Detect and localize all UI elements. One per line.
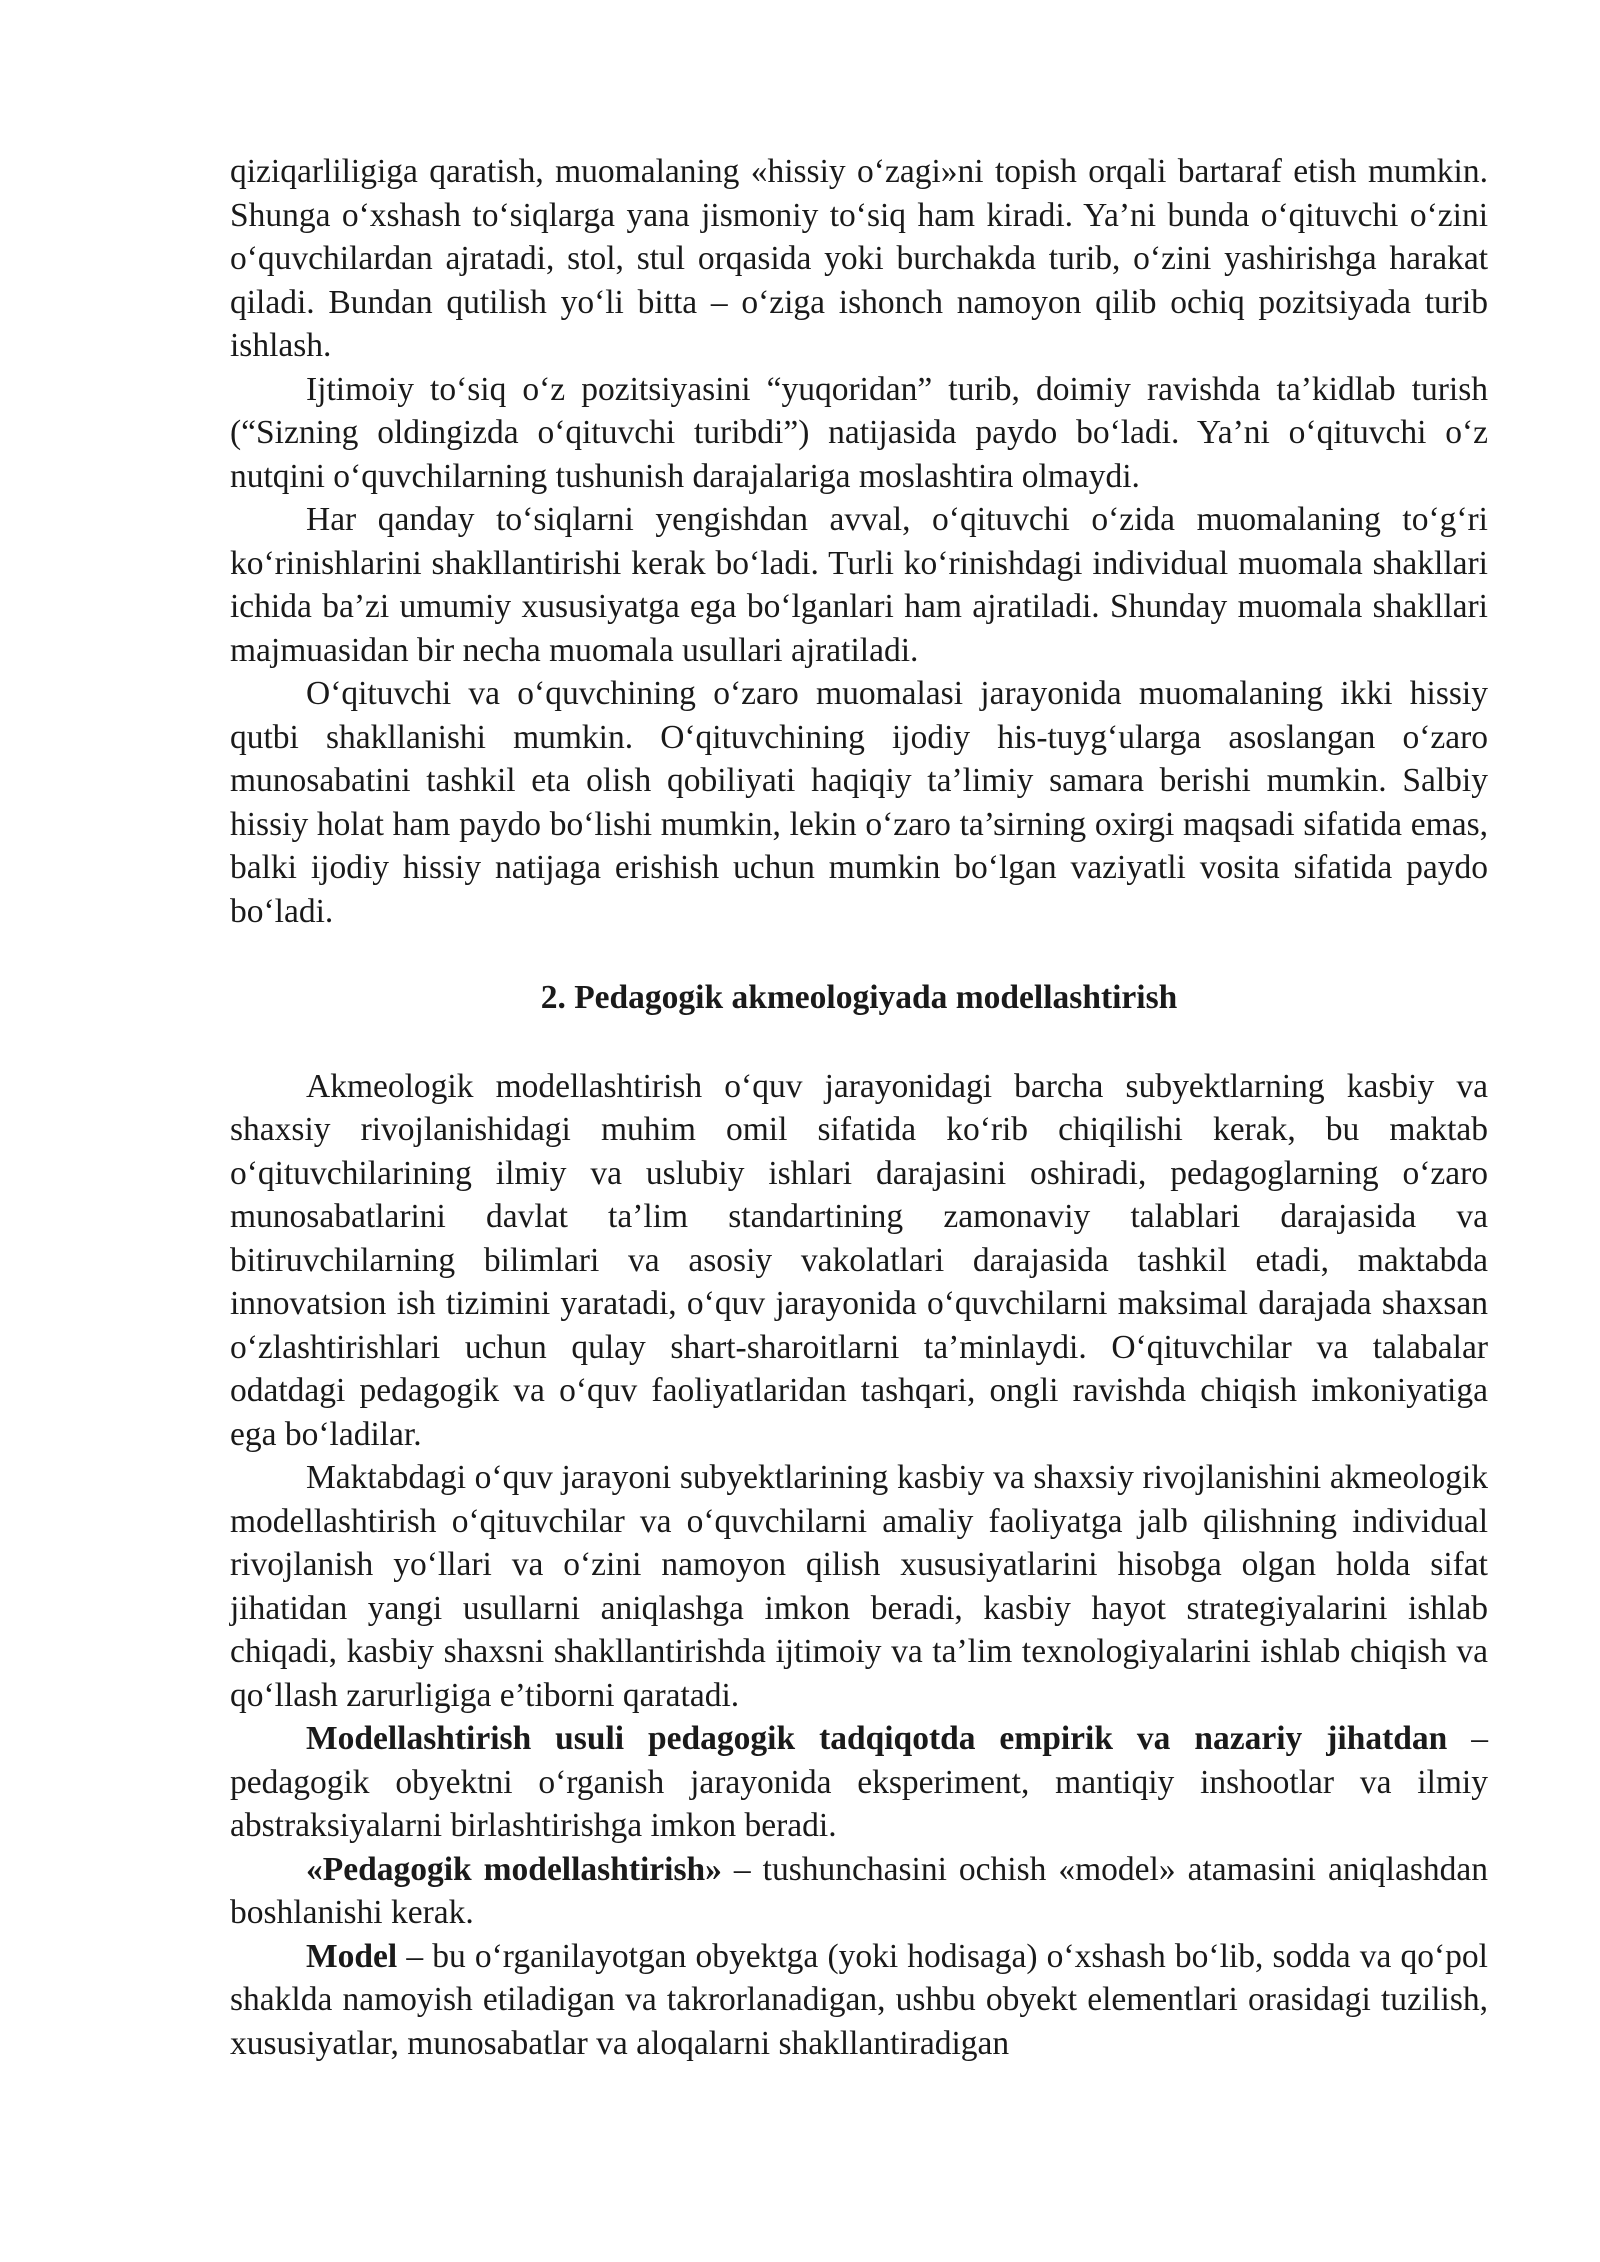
definition-paragraph: [230, 1848, 1488, 1935]
definition-paragraph: [230, 1717, 1488, 1848]
paragraph: Maktabdagi o‘quv jarayoni subyektlarining kasbiy va shaxsiy rivojlanishini akmeologik modellashtirish o‘qituvchilar va o‘quvchilarni amaliy faoliyatga jalb qilishning individual rivojlanish yo‘llari va o‘zini namoyon qilish xususiyatlarini hisobga olgan holda sifat jihatidan yangi usullarni aniqlashga imkon beradi, kasbiy hayot strategiyalarini ishlab chiqadi, kasbiy shaxsni shakllantirishda ijtimoiy va ta’lim texnologiyalarini ishlab chiqish va qo‘llash zarurligiga e’tiborni qaratadi.: [230, 1459, 1488, 1714]
paragraph: O‘qituvchi va o‘quvchining o‘zaro muomalasi jarayonida muomalaning ikki hissiy qutbi shakllanishi mumkin. O‘qituvchining ijodiy his-tuyg‘ularga asoslangan o‘zaro munosabatini tashkil eta olish qobiliyati haqiqiy ta’limiy samara berishi mumkin. Salbiy hissiy holat ham paydo bo‘lishi mumkin, lekin o‘zaro ta’sirning oxirgi maqsadi sifatida emas, balki ijodiy hissiy natijaga erishish uchun mumkin bo‘lgan vaziyatli vosita sifatida paydo bo‘ladi.: [230, 675, 1488, 930]
definition-text: – pedagogik obyektni o‘rganish jarayonida eksperiment, mantiqiy inshootlar va ilmiy abstraksiyalarni birlashtirishga imkon beradi.: [230, 1720, 1489, 1844]
definition-paragraph: [230, 1935, 1488, 2066]
definition-term: Model: [306, 1937, 398, 1975]
paragraph: Akmeologik modellashtirish o‘quv jarayonidagi barcha subyektlarning kasbiy va shaxsiy rivojlanishidagi muhim omil sifatida ko‘rib chiqilishi kerak, bu maktab o‘qituvchilarining ilmiy va uslubiy ishlari darajasini oshiradi, pedagoglarning o‘zaro munosabatlarini davlat ta’lim standartining zamonaviy talablari darajasida va bitiruvchilarning bilimlari va asosiy vakolatlari darajasida tashkil etadi, maktabda innovatsion ish tizimini yaratadi, o‘quv jarayonida o‘quvchilarni maksimal darajada shaxsan o‘zlashtirishlari uchun qulay shart-sharoitlarni ta’minlaydi. O‘qituvchilar va talabalar odatdagi pedagogik va o‘quv faoliyatlaridan tashqari, ongli ravishda chiqish imkoniyatiga ega bo‘ladilar.: [230, 1067, 1488, 1453]
definition-text: – bu o‘rganilayotgan obyektga (yoki hodisaga) o‘xshash bo‘lib, sodda va qo‘pol shaklda namoyish etiladigan va takrorlanadigan, ushbu obyekt elementlari orasidagi tuzilish, xususiyatlar, munosabatlar va aloqalarni shakllantiradigan: [230, 1937, 1488, 2062]
paragraph: qiziqarliligiga qaratish, muomalaning «hissiy o‘zagi»ni topish orqali bartaraf etish mumkin. Shunga o‘xshash to‘siqlarga yana jismoniy to‘siq ham kiradi. Ya’ni bunda o‘qituvchi o‘zini o‘quvchilardan ajratadi, stol, stul orqasida yoki burchakda turib, o‘zini yashirishga harakat qiladi. Bundan qutilish yo‘li bitta – o‘ziga ishonch namoyon qilib ochiq pozitsiyada turib ishlash.: [230, 153, 1488, 364]
definition-text: – tushunchasini ochish «model» atamasini aniqlashdan boshlanishi kerak.: [230, 1850, 1488, 1931]
definition-term: «Pedagogik modellashtirish»: [306, 1850, 722, 1888]
paragraph: Ijtimoiy to‘siq o‘z pozitsiyasini “yuqoridan” turib, doimiy ravishda ta’kidlab turish (“Sizning oldingizda o‘qituvchi turibdi”) natijasida paydo bo‘ladi. Ya’ni o‘qituvchi o‘z nutqini o‘quvchilarning tushunish darajalariga moslashtira olmaydi.: [230, 370, 1488, 495]
body-text: [230, 150, 1488, 2065]
paragraph: Har qanday to‘siqlarni yengishdan avval, o‘qituvchi o‘zida muomalaning to‘g‘ri ko‘rinishlarini shakllantirishi kerak bo‘ladi. Turli ko‘rinishdagi individual muomala shakllari ichida ba’zi umumiy xususiyatga ega bo‘lganlari ham ajratiladi. Shunday muomala shakllari majmuasidan bir necha muomala usullari ajratiladi.: [230, 501, 1488, 669]
section-heading: 2. Pedagogik akmeologiyada modellashtirish: [540, 979, 1178, 1016]
definition-term: Modellashtirish usuli pedagogik tadqiqotda empirik va nazariy jihatdan: [306, 1720, 1448, 1757]
